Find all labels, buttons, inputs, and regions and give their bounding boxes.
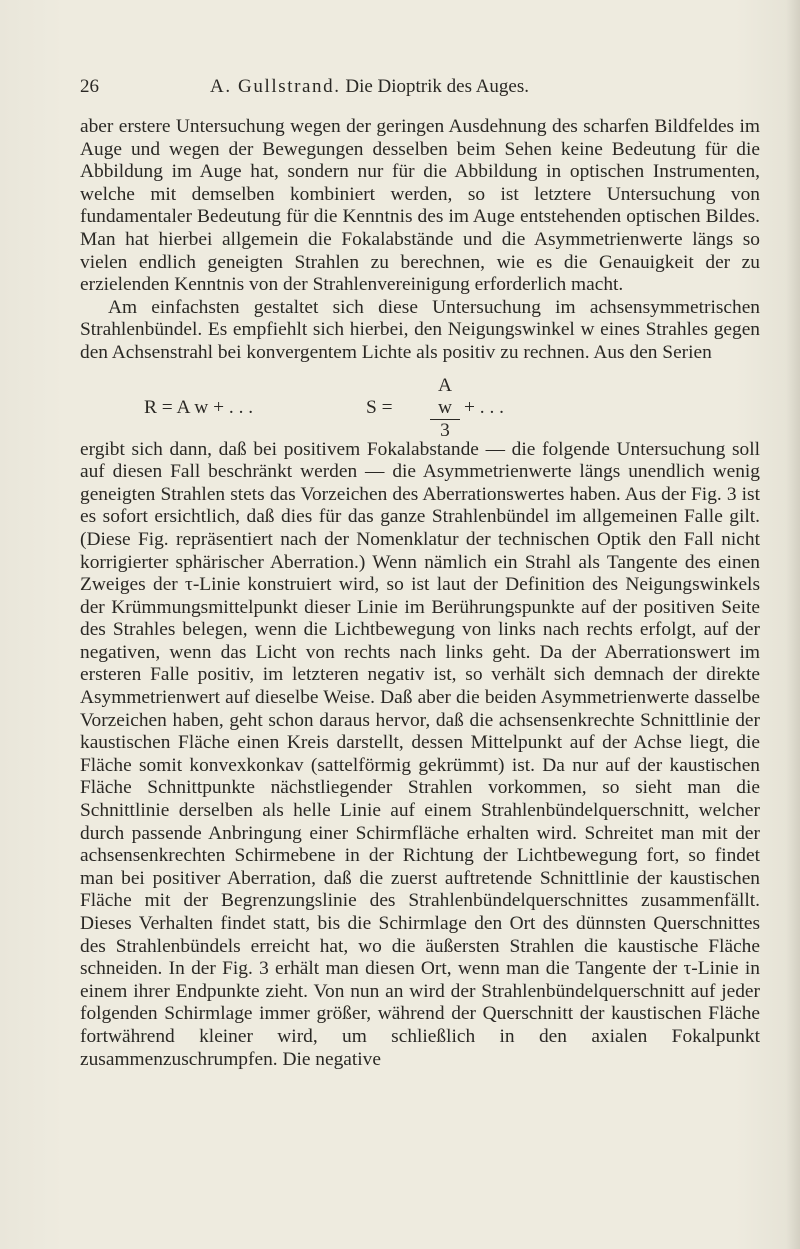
formula-r: R = A w + . . . [144, 396, 254, 418]
fraction-denominator: 3 [430, 419, 460, 442]
running-head [210, 76, 529, 98]
formula-s-fraction [430, 375, 460, 442]
page-edge-shadow [786, 0, 800, 1249]
page-number: 26 [80, 76, 99, 97]
running-head-author: A. Gullstrand. [210, 76, 341, 97]
body-text [80, 116, 760, 1071]
formula-s-suffix: + . . . [464, 396, 505, 418]
page-header [80, 72, 760, 104]
running-head-title: Die Dioptrik des Auges. [345, 76, 529, 97]
paragraph-1: aber erstere Untersuchung wegen der geringen Ausdehnung des scharfen Bildfeldes im Auge und wegen der Bewegungen desselben beim Sehen keine Bedeutung für die Abbildung im Auge hat, sondern nur für die Abbildung in optischen Instrumenten, welche mit demselben kombiniert werden, so ist letztere Untersuchung von fundamentaler Bedeutung für die Kenntnis des im Auge entstehenden optischen Bildes. Man hat hierbei allgemein die Fokalabstände und die Asymmetrienwerte längs so vielen endlich geneigten Strahlen zu berechnen, wie es die Genauigkeit der zu erzielenden Kenntnis von der Strahlenvereinigung erforderlich macht. [80, 116, 760, 296]
series-formula [80, 369, 760, 441]
fraction-numerator: A w [437, 374, 452, 418]
paragraph-3: ergibt sich dann, daß bei positivem Fokalabstande — die folgende Untersuchung soll auf diesen Fall beschränkt werden — die Asymmetrienwerte längs unendlich wenig geneigten Strahlen stets das Vorzeichen des Aberrationswertes haben. Aus der Fig. 3 ist es sofort ersichtlich, daß dies für das ganze Strahlenbündel im allgemeinen Falle gilt. (Diese Fig. repräsentiert nach der Nomenklatur der technischen Optik den Fall nicht korrigierter sphärischer Aberration.) Wenn nämlich ein Strahl als Tangente des einen Zweiges der τ-Linie konstruiert wird, so ist laut der Definition des Neigungswinkels der Krümmungsmittelpunkt dieser Linie im Berührungspunkte auf der positiven Seite des Strahles belegen, wenn die Lichtbewegung von links nach rechts erfolgt, auf der negativen, wenn das Licht von rechts nach links geht. Da der Aberrationswert im ersteren Falle positiv, im letzteren negativ ist, so verhält sich demnach der direkte Asymmetrienwert auf dieselbe Weise. Daß aber die beiden Asymmetrienwerte dasselbe Vorzeichen haben, geht schon daraus hervor, daß die achsensenkrechte Schnittlinie der kaustischen Fläche einen Kreis darstellt, dessen Mittelpunkt auf der Achse liegt, die Fläche somit konvexkonkav (sattelförmig gekrümmt) ist. Da nur auf der kaustischen Fläche Schnittpunkte nächstliegender Strahlen vorkommen, so sieht man die Schnittlinie derselben als helle Linie auf einem Strahlenbündelquerschnitt, welcher durch passende Anbringung einer Schirmfläche erhalten wird. Schreitet man mit der achsensenkrechten Schirmebene in der Richtung der Lichtbewegung fort, so findet man bei positiver Aberration, daß die zuerst auftretende Schnittlinie der kaustischen Fläche mit der Begrenzungslinie des Strahlenbündelquerschnittes zusammenfällt. Dieses Verhalten findet statt, bis die Schirmlage den Ort des dünnsten Querschnittes des Strahlenbündels erreicht hat, wo die äußersten Strahlen die kaustische Fläche schneiden. In der Fig. 3 erhält man diesen Ort, wenn man die Tangente der τ-Linie in einem ihrer Endpunkte zieht. Von nun an wird der Strahlenbündelquerschnitt auf jeder folgenden Schirmlage immer größer, während der Querschnitt der kaustischen Fläche fortwährend kleiner wird, um schließlich in den axialen Fokalpunkt zusammenzuschrumpfen. Die negative [80, 438, 760, 1070]
formula-s-prefix: S = [366, 396, 393, 418]
paragraph-2: Am einfachsten gestaltet sich diese Untersuchung im achsensymmetrischen Strahlenbündel. Es empfiehlt sich hierbei, den Neigungswinkel w eines Strahles gegen den Achsenstrahl bei konvergentem Lichte als positiv zu rechnen. Aus den Serien [80, 296, 760, 363]
